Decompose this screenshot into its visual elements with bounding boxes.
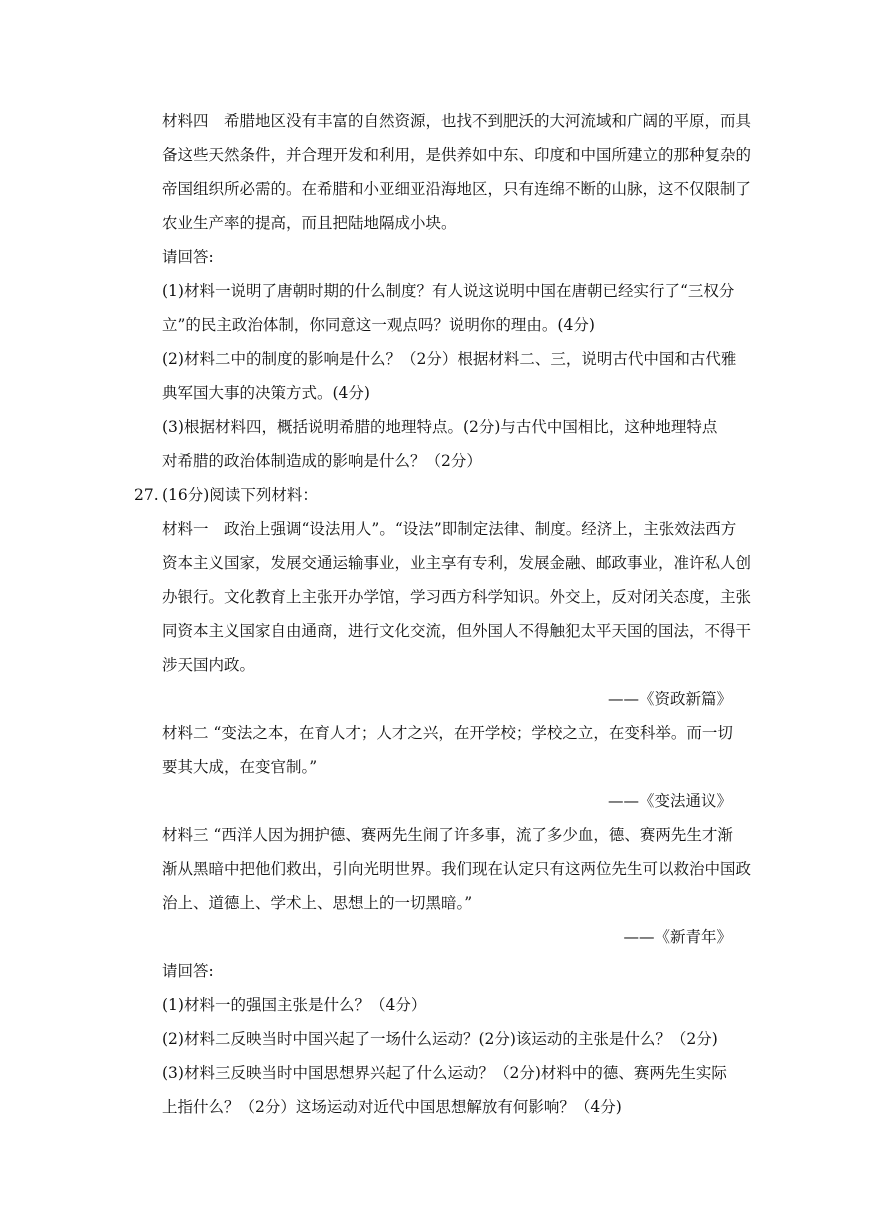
paragraph-line: 资本主义国家，发展交通运输事业，业主享有专利，发展金融、邮政事业，准许私人创 (162, 554, 752, 572)
material-4 (162, 104, 752, 240)
document-body (134, 104, 752, 1124)
question-number: 27. (134, 486, 159, 504)
source-citation: ——《新青年》 (623, 928, 732, 946)
q27-material-1 (162, 512, 752, 716)
paragraph-line: 材料二 “变法之本，在育人才；人才之兴，在开学校；学校之立，在变科举。而一切 (162, 724, 733, 742)
question-line: (1)材料一说明了唐朝时期的什么制度？有人说这说明中国在唐朝已经实行了“三权分 (162, 282, 735, 300)
question-line: (2)材料二反映当时中国兴起了一场什么运动？(2分)该运动的主张是什么？（2分) (162, 1030, 718, 1048)
question-line: 立”的民主政治体制，你同意这一观点吗？说明你的理由。(4分) (162, 316, 595, 334)
question-line: 典军国大事的决策方式。(4分) (162, 384, 370, 402)
answer-prompt: 请回答: (162, 248, 214, 266)
answer-prompt: 请回答: (162, 962, 214, 980)
question-line: 上指什么？（2分）这场运动对近代中国思想解放有何影响？（4分) (162, 1098, 622, 1116)
paragraph-line: 材料三 “西洋人因为拥护德、赛两先生闹了许多事，流了多少血，德、赛两先生才渐 (162, 826, 733, 844)
question-line: (1)材料一的强国主张是什么？（4分） (162, 996, 427, 1014)
question-list (162, 274, 742, 478)
paragraph-line: 办银行。文化教育上主张开办学馆，学习西方科学知识。外交上，反对闭关态度，主张 (162, 588, 752, 606)
paragraph-line: 同资本主义国家自由通商，进行文化交流，但外国人不得触犯太平天国的国法，不得干 (162, 622, 752, 640)
paragraph-line: 治上、道德上、学术上、思想上的一切黑暗。” (162, 894, 473, 912)
q27-question-list (162, 988, 742, 1124)
paragraph-line: 渐从黑暗中把他们救出，引向光明世界。我们现在认定只有这两位先生可以救治中国政 (162, 860, 752, 878)
paragraph-line: 农业生产率的提高，而且把陆地隔成小块。 (162, 214, 457, 232)
question-27-header (134, 478, 742, 512)
paragraph-line: 帝国组织所必需的。在希腊和小亚细亚沿海地区，只有连绵不断的山脉，这不仅限制了 (162, 180, 752, 198)
question-header-text: (16分)阅读下列材料： (162, 486, 318, 504)
paragraph-line: 要其大成，在变官制。” (162, 758, 318, 776)
paragraph-line: 备这些天然条件，并合理开发和利用，是供养如中东、印度和中国所建立的那种复杂的 (162, 146, 752, 164)
paragraph-line: 材料一 政治上强调“设法用人”。“设法”即制定法律、制度。经济上，主张效法西方 (162, 520, 737, 538)
paragraph-line: 涉天国内政。 (162, 656, 256, 674)
paragraph-line: 材料四 希腊地区没有丰富的自然资源，也找不到肥沃的大河流域和广阔的平原，而具 (162, 112, 752, 130)
question-line: (3)材料三反映当时中国思想界兴起了什么运动？（2分)材料中的德、赛两先生实际 (162, 1064, 727, 1082)
question-line: 对希腊的政治体制造成的影响是什么？（2分） (162, 452, 482, 470)
source-citation: ——《变法通议》 (607, 792, 732, 810)
question-line: (2)材料二中的制度的影响是什么？（2分）根据材料二、三，说明古代中国和古代雅 (162, 350, 737, 368)
question-line: (3)根据材料四，概括说明希腊的地理特点。(2分)与古代中国相比，这种地理特点 (162, 418, 718, 436)
q27-material-2 (162, 716, 742, 818)
source-citation: ——《资政新篇》 (607, 690, 732, 708)
q27-material-3 (162, 818, 752, 954)
